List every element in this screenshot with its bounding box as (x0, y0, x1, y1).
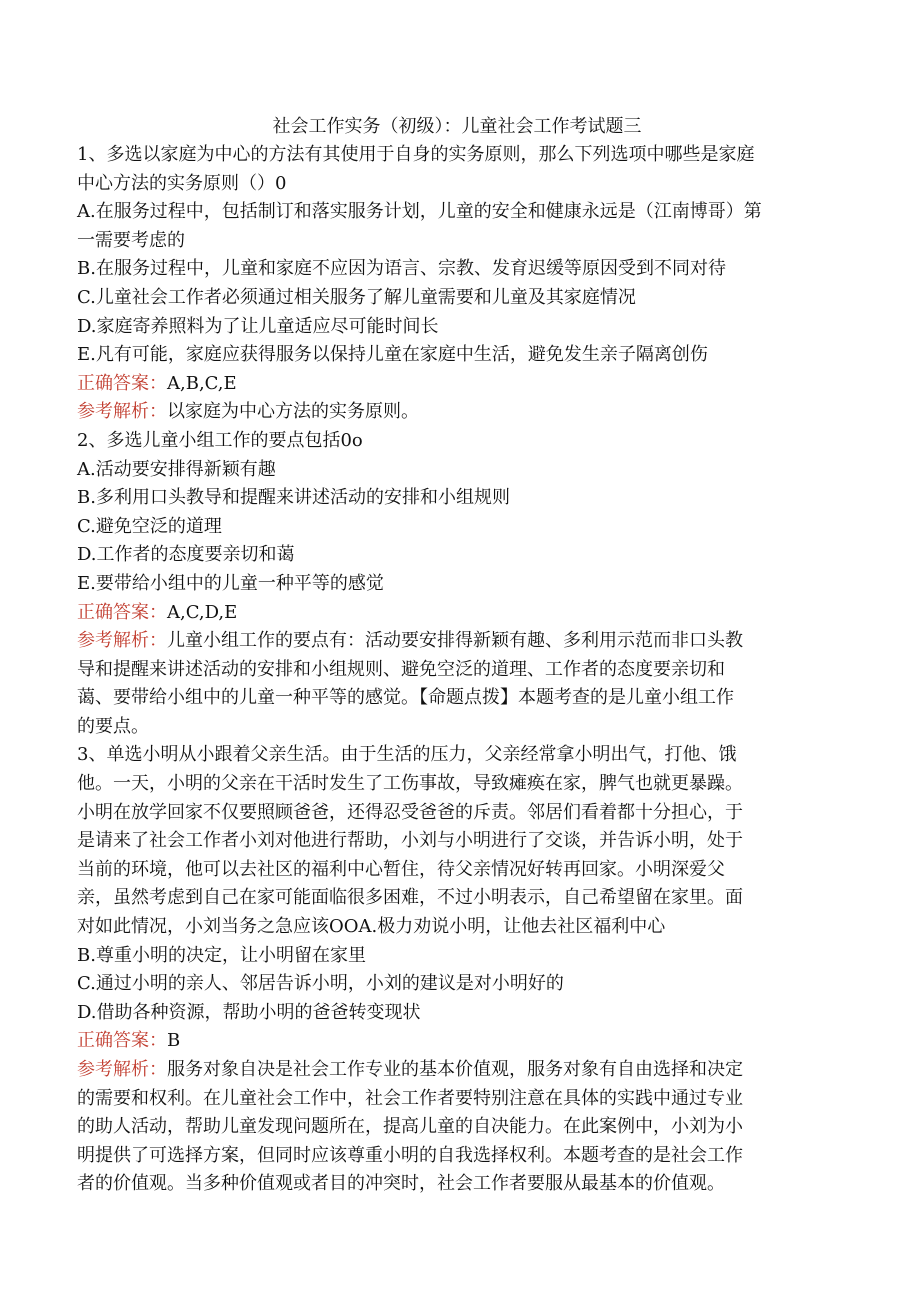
document-page (77, 112, 837, 1199)
option-line: A.在服务过程中，包括制订和落实服务计划，儿童的安全和健康永远是（江南博哥）第 (77, 201, 762, 223)
analysis-label: 参考解析： (77, 630, 167, 652)
question-3 (77, 741, 837, 1199)
option-line: E.要带给小组中的儿童一种平等的感觉 (77, 572, 384, 594)
answer-line (77, 599, 837, 628)
analysis-line: 者的价值观。当多种价值观或者目的冲突时，社会工作者要服从最基本的价值观。 (77, 1173, 725, 1195)
document-title: 社会工作实务（初级）：儿童社会工作考试题三 (272, 116, 642, 137)
question-stem-line: 小明在放学回家不仅要照顾爸爸，还得忍受爸爸的斥责。邻居们看着都十分担心，于 (77, 801, 743, 823)
answer-line (77, 1027, 837, 1056)
analysis-line: 的助人活动，帮助儿童发现问题所在，提高儿童的自决能力。在此案例中，小刘为小 (77, 1116, 743, 1138)
analysis-line: 明提供了可选择方案，但同时应该尊重小明的自我选择权利。本题考查的是社会工作 (77, 1144, 743, 1166)
question-stem-line: 中心方法的实务原则（）0 (77, 172, 287, 194)
option-line: C.通过小明的亲人、邻居告诉小明，小刘的建议是对小明好的 (77, 973, 564, 995)
analysis-text: 儿童小组工作的要点有：活动要安排得新颖有趣、多利用示范而非口头教 (167, 630, 743, 652)
answer-label: 正确答案： (77, 601, 167, 623)
analysis-line: 的需要和权利。在儿童社会工作中，社会工作者要特别注意在具体的实践中通过专业 (77, 1087, 743, 1109)
analysis-line: 的要点。 (77, 715, 149, 737)
analysis-label: 参考解析： (77, 1059, 167, 1080)
question-stem-line: 3、单选小明从小跟着父亲生活。由于生活的压力，父亲经常拿小明出气，打他、饿 (77, 744, 737, 766)
option-line: B.在服务过程中，儿童和家庭不应因为语言、宗教、发育迟缓等原因受到不同对待 (77, 258, 726, 280)
question-2 (77, 427, 837, 742)
question-1 (77, 141, 837, 427)
analysis-line (77, 398, 837, 427)
option-line: D.借助各种资源，帮助小明的爸爸转变现状 (77, 1001, 421, 1023)
analysis-text: 服务对象自决是社会工作专业的基本价值观，服务对象有自由选择和决定 (167, 1059, 743, 1080)
option-line: A.活动要安排得新颖有趣 (77, 458, 276, 480)
option-line: B.尊重小明的决定，让小明留在家里 (77, 944, 366, 966)
option-line: C.避免空泛的道理 (77, 515, 222, 537)
option-line: B.多利用口头教导和提醒来讲述活动的安排和小组规则 (77, 487, 510, 509)
analysis-line: 导和提醒来讲述活动的安排和小组规则、避免空泛的道理、工作者的态度要亲切和 (77, 658, 725, 680)
analysis-line: 蔼、要带给小组中的儿童一种平等的感觉。【命题点拨】本题考查的是儿童小组工作 (77, 687, 734, 709)
option-line: D.家庭寄养照料为了让儿童适应尽可能时间长 (77, 315, 439, 337)
question-stem-line: 1、多选以家庭为中心的方法有其使用于自身的实务原则，那么下列选项中哪些是家庭 (77, 144, 755, 165)
option-line: 一需要考虑的 (77, 229, 185, 251)
option-line: D.工作者的态度要亲切和蔼 (77, 544, 295, 566)
analysis-text: 以家庭为中心方法的实务原则。 (167, 401, 419, 423)
answer-value: A,B,C,E (167, 372, 237, 394)
question-stem-line: 当前的环境，他可以去社区的福利中心暂住，待父亲情况好转再回家。小明深爱父 (77, 858, 725, 880)
answer-label: 正确答案： (77, 1030, 167, 1052)
question-stem-line: 对如此情况，小刘当务之急应该OOA.极力劝说小明，让他去社区福利中心 (77, 916, 666, 938)
question-stem-line: 他。一天，小明的父亲在干活时发生了工伤事故，导致瘫痪在家，脾气也就更暴躁。 (77, 773, 743, 795)
question-stem-line: 2、多选儿童小组工作的要点包括0o (77, 429, 363, 451)
analysis-line (77, 1056, 837, 1085)
answer-value: B (167, 1030, 181, 1052)
option-line: C.儿童社会工作者必须通过相关服务了解儿童需要和儿童及其家庭情况 (77, 286, 636, 308)
answer-line (77, 370, 837, 399)
answer-value: A,C,D,E (167, 601, 238, 623)
question-stem-line: 是请来了社会工作者小刘对他进行帮助，小刘与小明进行了交谈，并告诉小明，处于 (77, 830, 743, 852)
answer-label: 正确答案： (77, 372, 167, 394)
analysis-label: 参考解析： (77, 401, 167, 423)
question-stem-line: 亲，虽然考虑到自己在家可能面临很多困难，不过小明表示，自己希望留在家里。面 (77, 887, 743, 909)
analysis-line (77, 627, 837, 656)
option-line: E.凡有可能，家庭应获得服务以保持儿童在家庭中生活，避免发生亲子隔离创伤 (77, 344, 708, 366)
